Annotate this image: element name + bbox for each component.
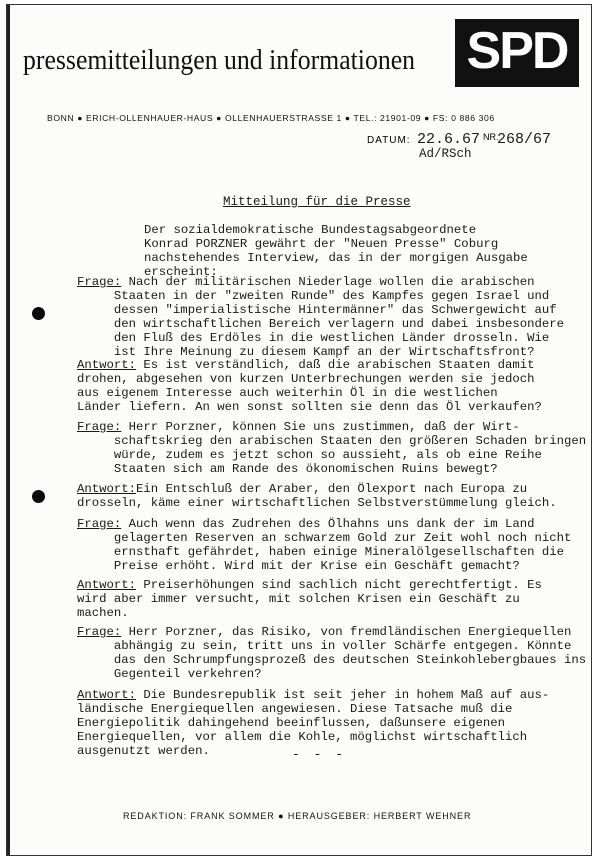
qa-text: drosseln, käme einer wirtschaftlichen Selbstverstümmelung gleich. (77, 496, 557, 510)
qa-block (77, 275, 577, 359)
qa-label: Frage: (77, 420, 122, 434)
nr-label: NR. (483, 132, 499, 142)
qa-text: Es ist verständlich, daß die arabischen Staaten damit (136, 358, 535, 372)
datum-label: DATUM: (367, 135, 411, 146)
qa-text: Herr Porzner, können Sie uns zustimmen, daß der Wirt- (121, 420, 520, 434)
qa-text: Auch wenn das Zudrehen des Ölhahns uns dank der im Land (121, 517, 535, 531)
qa-label: Antwort: (77, 358, 137, 372)
qa-label: Frage: (77, 625, 122, 639)
qa-text: abhängig zu sein, tritt uns in voller Schärfe entgegen. Könnte das den Schrumpfungsprozeß des deutschen Steinkohlebergbaues ins Gegenteil verkehren? (113, 639, 587, 681)
qa-text: Preiserhöhungen sind sachlich nicht gerechtfertigt. Es (136, 578, 542, 592)
qa-label: Frage: (77, 517, 122, 531)
qa-block (77, 358, 577, 414)
qa-text: Die Bundesrepublik ist seit jeher in hohem Maß auf aus- (136, 688, 550, 702)
qa-text: Herr Porzner, das Risiko, von fremdländischen Energiequellen (121, 625, 572, 639)
closing-dashes: - - - (292, 747, 347, 762)
punch-hole (32, 307, 45, 320)
qa-block (77, 482, 577, 510)
page-border (7, 5, 10, 855)
nr-value: 268/67 (497, 131, 552, 148)
punch-hole (32, 490, 45, 503)
qa-label: Antwort: (77, 578, 137, 592)
masthead: pressemitteilungen und informationen (23, 45, 416, 76)
qa-text: Ein Entschluß der Araber, den Ölexport nach Europa zu (136, 482, 528, 496)
qa-text: gelagerten Reserven an schwarzem Gold zur Zeit wohl noch nicht ernsthaft gefährdet, haben einige Mineralölgesellschaften die Preise erhöht. Wird mit der Krise ein Geschäft gemacht? (113, 531, 572, 573)
press-release-page (6, 4, 592, 856)
qa-text: Staaten in der "zweiten Runde" des Kampfes gegen Israel und dessen "imperialistische Hintermänner" das Schwergewicht auf den wirtschaftlichen Bereich verlagern und dabei insbesondere den Fluß des Erdöles in die westlichen Länder drosseln. Wie ist Ihre Meinung zu diesem Kampf an der Wirtschaftsfront? (113, 289, 565, 359)
address-line: BONN ● ERICH-OLLENHAUER-HAUS ● OLLENHAUERSTRASSE 1 ● TEL.: 21901-09 ● FS: 0 886 306 (47, 113, 495, 123)
qa-block (77, 420, 587, 476)
qa-text: schaftskrieg den arabischen Staaten den größeren Schaden bringen würde, zudem es jetzt schon so aussieht, als ob eine Reihe Staaten sich am Rande des ökonomischen Ruins bewegt? (113, 434, 587, 476)
spd-logo (455, 19, 579, 87)
qa-label: Antwort: (77, 688, 137, 702)
qa-block (77, 517, 577, 573)
qa-block (77, 625, 587, 681)
footer-credits: REDAKTION: FRANK SOMMER ● HERAUSGEBER: HERBERT WEHNER (123, 811, 472, 821)
intro-paragraph: Der sozialdemokratische Bundestagsabgeordnete Konrad PORZNER gewährt der "Neuen Presse" Coburg nachstehendes Interview, das in der morgigen Ausgabe erscheint: (144, 223, 528, 279)
qa-block (77, 578, 577, 620)
qa-text: Nach der militärischen Niederlage wollen die arabischen (121, 275, 535, 289)
qa-text: wird aber immer versucht, mit solchen Krisen ein Geschäft zu machen. (77, 592, 520, 620)
qa-label: Antwort: (77, 482, 137, 496)
document-title: Mitteilung für die Presse (223, 195, 411, 209)
logo-text: SPD (466, 22, 568, 80)
qa-text: drohen, abgesehen von kurzen Unterbrechungen werden sie jedoch aus eigenem Interesse auch weiterhin Öl in die westlichen Länder liefern. An wen sonst sollten sie denn das Öl verkaufen? (77, 372, 542, 414)
qa-label: Frage: (77, 275, 122, 289)
datum-value: 22.6.67 (417, 131, 481, 148)
qa-text: ländische Energiequellen angewiesen. Diese Tatsache muß die Energiepolitik dahingehend beeinflussen, daßunsere eigenen Energiequellen, vor allem die Kohle, möglichst wirtschaftlich ausgenutzt werden. (77, 702, 528, 758)
signature: Ad/RSch (419, 147, 472, 161)
